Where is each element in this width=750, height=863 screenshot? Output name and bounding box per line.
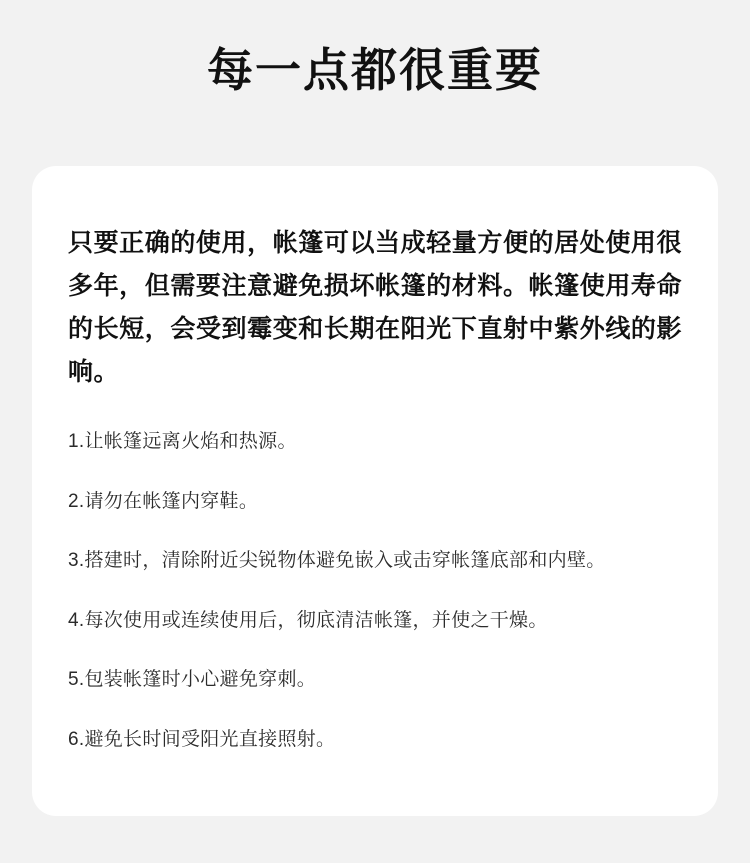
list-item: 2.请勿在帐篷内穿鞋。 — [68, 490, 259, 512]
tips-list — [68, 428, 682, 754]
list-item: 1.让帐篷远离火焰和热源。 — [68, 431, 297, 452]
list-item: 5.包装帐篷时小心避免穿刺。 — [68, 669, 317, 690]
list-item: 3.搭建时，清除附近尖锐物体避免嵌入或击穿帐篷底部和内壁。 — [68, 550, 606, 571]
content-card — [32, 166, 718, 816]
lead-paragraph: 只要正确的使用，帐篷可以当成轻量方便的居处使用很多年，但需要注意避免损坏帐篷的材料。帐篷使用寿命的长短，会受到霉变和长期在阳光下直射中紫外线的影响。 — [68, 229, 682, 386]
page-title: 每一点都很重要 — [207, 44, 543, 96]
list-item: 6.避免长时间受阳光直接照射。 — [68, 728, 336, 750]
list-item: 4.每次使用或连续使用后，彻底清洁帐篷，并使之干燥。 — [68, 609, 548, 631]
